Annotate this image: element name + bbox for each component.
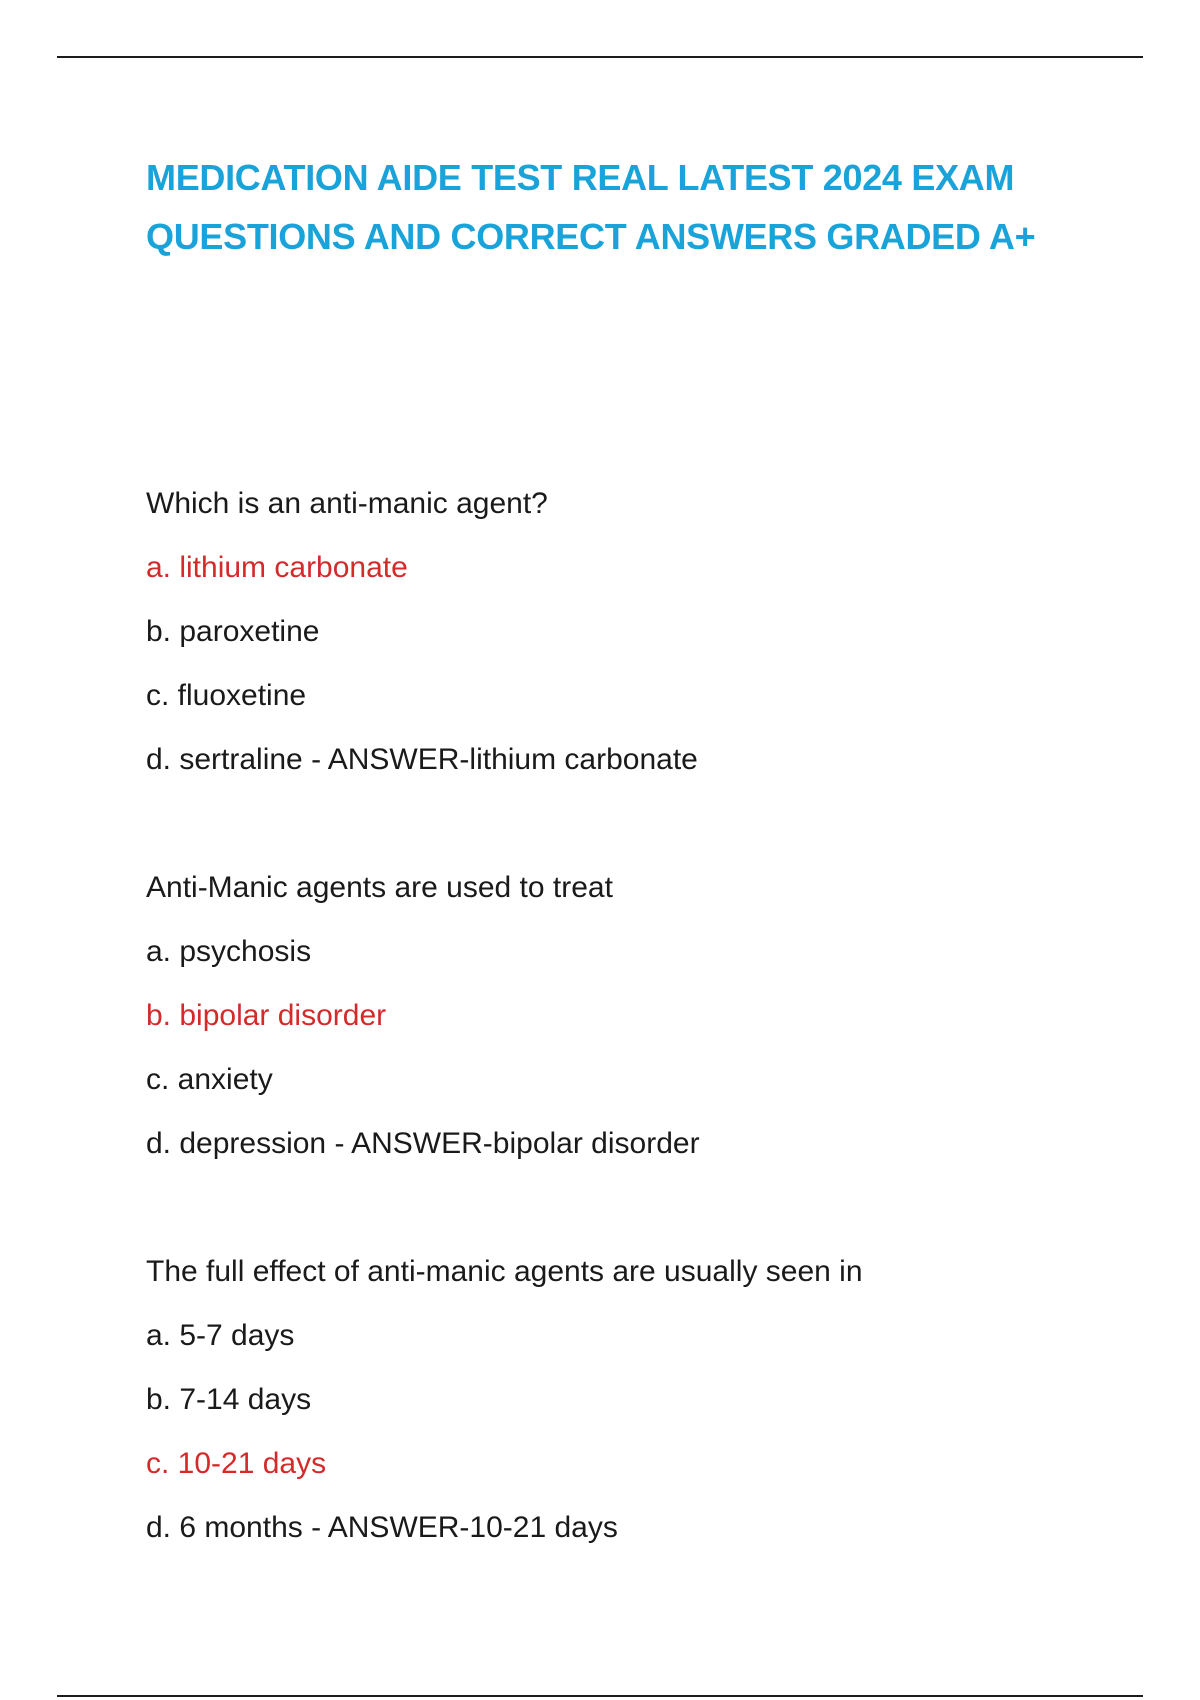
- document-title: [146, 148, 1086, 266]
- question-prompt: Anti-Manic agents are used to treat: [146, 871, 613, 904]
- answer-option: c. fluoxetine: [146, 679, 307, 712]
- title-line-2: QUESTIONS AND CORRECT ANSWERS GRADED A+: [146, 216, 1036, 257]
- answer-option: d. 6 months - ANSWER-10-21 days: [146, 1511, 618, 1544]
- answer-option: c. anxiety: [146, 1063, 273, 1096]
- top-rule: [57, 56, 1143, 58]
- answer-option: b. paroxetine: [146, 615, 320, 648]
- correct-answer-option: a. lithium carbonate: [146, 551, 408, 584]
- answer-option: d. depression - ANSWER-bipolar disorder: [146, 1127, 700, 1160]
- answer-option: b. 7-14 days: [146, 1383, 312, 1416]
- bottom-rule: [57, 1695, 1143, 1697]
- answer-option: a. psychosis: [146, 935, 312, 968]
- question-prompt: Which is an anti-manic agent?: [146, 487, 548, 520]
- correct-answer-option: c. 10-21 days: [146, 1447, 327, 1480]
- answer-option: d. sertraline - ANSWER-lithium carbonate: [146, 743, 698, 776]
- title-line-1: MEDICATION AIDE TEST REAL LATEST 2024 EXAM: [146, 157, 1015, 198]
- answer-option: a. 5-7 days: [146, 1319, 295, 1352]
- question-prompt: The full effect of anti-manic agents are usually seen in: [146, 1255, 863, 1288]
- correct-answer-option: b. bipolar disorder: [146, 999, 387, 1032]
